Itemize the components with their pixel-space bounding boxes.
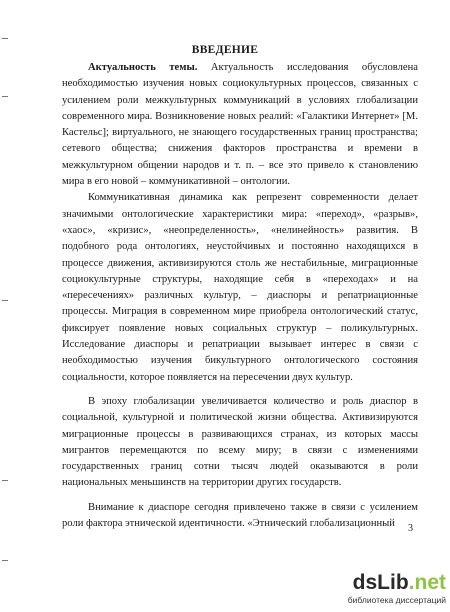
document-title: ВВЕДЕНИЕ [191,44,259,56]
scan-artifact [2,38,8,39]
paragraph-text: Актуальность исследования обусловлена необходимостью изучения новых социокультурных процессов, связанных с усилением роли межкультурных коммуникаций в условиях глобализации современного мира. Возникновение новых реалий: «Галактики Интернет» [М. Кастельс]; виртуального, не знающего государственных границ пространства; сетевого общества; снижения факторов пространства и времени в межкультурном общении народов и т. п. – все это привело к становлению мира в его новой – коммуникативной – онтологии. [62,62,418,188]
scan-artifact [2,96,8,97]
watermark-subtitle: библиотека диссертаций [347,595,446,605]
scan-artifact [2,300,8,301]
paragraph-2: Коммуникативная динамика как репрезент современности делает значимыми онтологические характеристики мира: «переход», «разрыв», «хаос», «кризис», «неопределенность», «нелинейность» развития. В подобного рода онтологиях, неустойчивых и постоянно находящихся в процессе движения, активизируются столь же нестабильные, миграционные социокультурные структуры, находящие себя в «переходах» и на «пересечениях» различных культур, – диаспоры и репатриационные процессы. Миграция в современном мире приобрела онтологический статус, фиксирует появление новых социальных структур – поликультурных. Исследование диаспоры и репатриации вызывает интерес в связи с необходимостью изучения бикультурного онтологического состояния социальности, которое появляется на пересечении двух культур. [62,192,418,383]
watermark [336,572,446,605]
paragraph-4: Внимание к диаспоре сегодня привлечено также в связи с усилением роли фактора этнической идентичности. «Этнический глобализационный [62,501,418,530]
document-body [62,60,418,532]
lead-bold-text: Актуальность темы. [88,62,198,73]
page-number: 3 [408,523,413,534]
scan-artifact [2,560,8,561]
paragraph-3: В эпоху глобализации увеличивается количество и роль диаспор в социальной, культурной и политической жизни общества. Активизируются миграционные процессы в развивающихся странах, из которых массы мигрантов перемещаются по всему миру; в связи с изменениями государственных границ сотни тысяч людей оказываются в роли национальных меньшинств на территории других государств. [62,395,418,489]
watermark-logo: dsLib.net [352,571,446,594]
paragraph-1 [62,60,418,190]
scan-artifact [2,480,8,481]
